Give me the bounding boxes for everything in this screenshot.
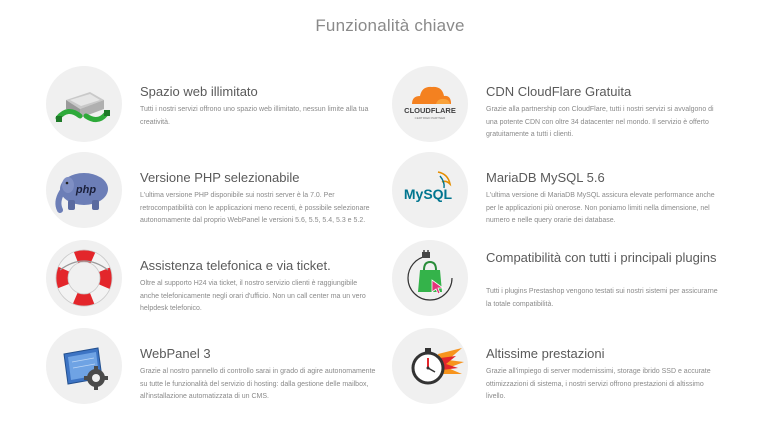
feature-cloudflare-cdn	[392, 66, 732, 150]
plugin-bag-icon	[392, 240, 468, 316]
cloudflare-logo-subtext: CERTIFIED PARTNER	[414, 116, 446, 120]
feature-title: MariaDB MySQL 5.6	[486, 170, 605, 185]
feature-phone-ticket-support	[46, 240, 386, 324]
feature-description: L'ultima versione PHP disponibile sui nostri server è la 7.0. Per retrocompatibilità con le applicazioni meno recenti, è possibile selezionare autonomamente dal proprio WebPanel le versioni 5.6, 5.5, 5.4, 5.3 e 5.2.	[140, 192, 370, 224]
cloudflare-logo-text: CLOUDFLARE	[404, 106, 456, 115]
feature-description: Grazie al nostro pannello di controllo sarai in grado di agire autonomamente su tutte le funzionalità del servizio di hosting: dalla gestione delle mailbox, all'installazione automatizzata di un CMS.	[140, 368, 376, 400]
php-logo-text: php	[75, 184, 97, 196]
feature-title: Altissime prestazioni	[486, 346, 605, 361]
feature-title: Versione PHP selezionabile	[140, 170, 300, 185]
mysql-icon	[392, 152, 468, 228]
feature-title: Spazio web illimitato	[140, 84, 258, 99]
php-elephant-icon	[46, 152, 122, 228]
feature-description: L'ultima versione di MariaDB MySQL assicura elevate performance anche per le applicazioni più onerose. Non poniamo limiti nella dimensione, nel numero e nelle query orarie dei database.	[486, 192, 715, 224]
mysql-logo-text: MySQL	[403, 186, 453, 202]
feature-description: Tutti i plugins Prestashop vengono testati sui nostri sistemi per assicurarne la totale compatibilità.	[486, 288, 718, 308]
feature-mariadb-mysql	[392, 152, 732, 236]
feature-plugin-compatibility	[392, 240, 732, 324]
feature-description: Oltre al supporto H24 via ticket, il nostro servizio clienti è raggiungibile anche telefonicamente negli orari d'ufficio. Non un call center ma un vero helpdesk telefonico.	[140, 280, 366, 312]
feature-webpanel	[46, 328, 386, 412]
feature-title: CDN CloudFlare Gratuita	[486, 84, 632, 99]
feature-unlimited-space	[46, 66, 386, 150]
feature-title: Assistenza telefonica e via ticket.	[140, 258, 331, 273]
page-title: Funzionalità chiave	[315, 16, 465, 35]
feature-php-version	[46, 152, 386, 236]
lifebuoy-icon	[46, 240, 122, 316]
feature-description: Tutti i nostri servizi offrono uno spazio web illimitato, nessun limite alla tua creatività.	[140, 106, 369, 126]
hard-drive-icon	[46, 66, 122, 142]
feature-description: Grazie alla partnership con CloudFlare, tutti i nostri servizi si avvalgono di una potente CDN con oltre 34 datacenter nel mondo. Il servizio è offerto gratuitamente a tutti i clienti.	[486, 106, 714, 138]
feature-title: Compatibilità con tutti i principali plugins	[486, 250, 717, 265]
control-panel-icon	[46, 328, 122, 404]
feature-description: Grazie all'impiego di server modernissimi, storage ibrido SSD e accurate ottimizzazioni di sistema, i nostri servizi offrono prestazioni di altissimo livello.	[486, 368, 711, 400]
stopwatch-icon	[392, 328, 468, 404]
feature-title: WebPanel 3	[140, 346, 211, 361]
cloudflare-icon	[392, 66, 468, 142]
feature-high-performance	[392, 328, 732, 412]
